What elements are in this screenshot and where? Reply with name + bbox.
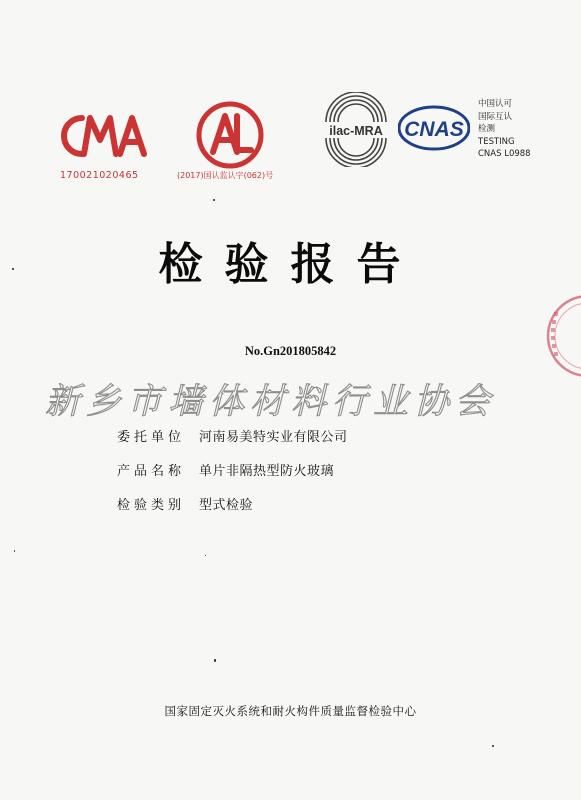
scan-speck [213, 199, 215, 201]
cma-number: 170021020465 [60, 170, 139, 181]
report-number: No.Gn201805842 [244, 344, 337, 358]
svg-text:CNAS: CNAS [404, 118, 464, 141]
report-title: 检验报告 [158, 239, 423, 290]
cnas-line: 检测 [478, 124, 496, 134]
info-value: 河南易美特实业有限公司 [199, 429, 348, 445]
info-row-product [117, 452, 348, 486]
cnas-accreditation-text [478, 98, 531, 161]
info-row-category [117, 486, 348, 520]
scan-speck [205, 555, 206, 556]
svg-text:ilac-MRA: ilac-MRA [329, 124, 383, 138]
ilac-mra-logo [316, 92, 396, 167]
info-label: 检验类别 [117, 497, 186, 513]
info-label: 产品名称 [117, 463, 186, 479]
scan-speck [492, 745, 494, 747]
cnas-line: 中国认可 [478, 99, 513, 109]
scan-speck [12, 268, 14, 270]
info-row-client [117, 418, 348, 452]
cnas-logo [398, 105, 470, 151]
cal-logo [195, 100, 265, 170]
info-value: 型式检验 [199, 497, 254, 513]
red-seal-stamp [528, 288, 581, 383]
association-watermark: 新乡市墙体材料行业协会 [45, 382, 497, 422]
cnas-line: CNAS L0988 [478, 149, 531, 159]
cnas-line: 国际互认 [478, 111, 513, 122]
scan-speck [214, 659, 216, 662]
cnas-line: TESTING [478, 136, 515, 147]
scan-speck [14, 550, 15, 552]
issuing-organization: 国家固定灭火系统和耐火构件质量监督检验中心 [164, 704, 417, 718]
info-label: 委托单位 [117, 429, 186, 445]
cal-number: (2017)国认监认字(062)号 [177, 171, 274, 180]
info-value: 单片非隔热型防火玻璃 [199, 463, 335, 479]
cma-logo [60, 110, 148, 162]
report-info [117, 418, 348, 520]
